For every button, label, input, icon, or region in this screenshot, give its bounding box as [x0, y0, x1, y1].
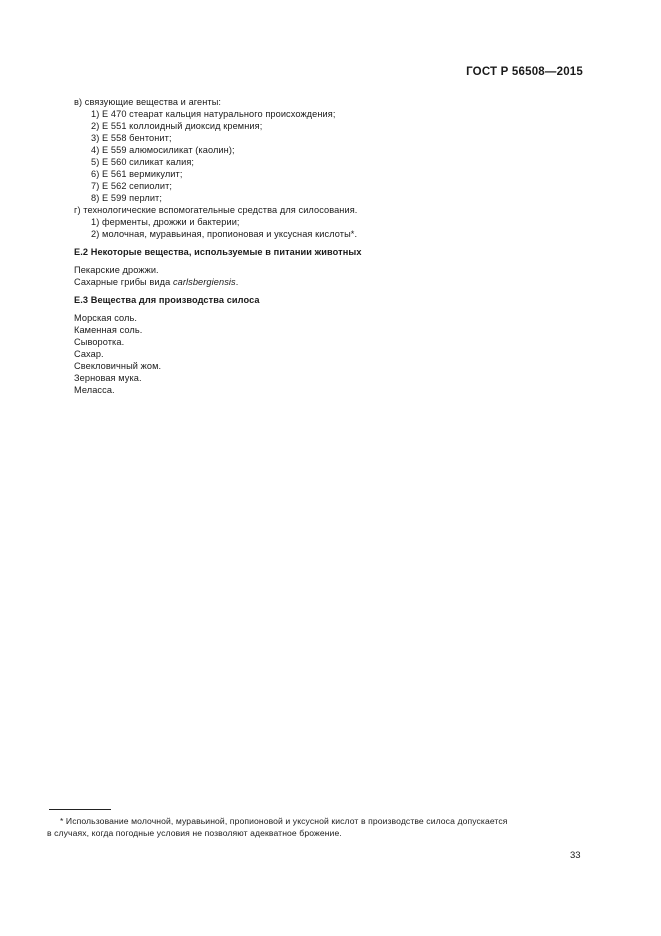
list-item: 4) Е 559 алюмосиликат (каолин); [91, 145, 235, 155]
document-code: ГОСТ Р 56508—2015 [466, 66, 583, 78]
list-heading-g: г) технологические вспомогательные средства для силосования. [74, 205, 358, 215]
footnote-line: в случаях, когда погодные условия не позволяют адекватное брожение. [47, 828, 342, 838]
footnote-line: * Использование молочной, муравьиной, пропионовой и уксусной кислот в производстве силоса допускается [60, 816, 508, 826]
list-item: 5) Е 560 силикат калия; [91, 157, 195, 167]
list-item: 7) Е 562 сепиолит; [91, 181, 173, 191]
list-item: Меласса. [74, 385, 115, 395]
list-heading-v: в) связующие вещества и агенты: [74, 97, 222, 107]
section-heading-e3: Е.3 Вещества для производства силоса [74, 295, 260, 305]
footnote-divider [49, 809, 111, 810]
list-item: Морская соль. [74, 313, 138, 323]
list-item: 2) Е 551 коллоидный диоксид кремния; [91, 121, 263, 131]
list-item: Каменная соль. [74, 325, 143, 335]
list-item: 1) ферменты, дрожжи и бактерии; [91, 217, 240, 227]
list-item: Сыворотка. [74, 337, 125, 347]
list-item: 2) молочная, муравьиная, пропионовая и уксусная кислоты*. [91, 229, 358, 239]
list-item: 1) Е 470 стеарат кальция натурального происхождения; [91, 109, 336, 119]
list-item: 3) Е 558 бентонит; [91, 133, 172, 143]
paragraph-line [74, 276, 238, 288]
list-item: Свекловичный жом. [74, 361, 162, 371]
page-number: 33 [570, 850, 581, 861]
list-item: Зерновая мука. [74, 373, 142, 383]
list-item: 8) Е 599 перлит; [91, 193, 163, 203]
section-heading-e2: Е.2 Некоторые вещества, используемые в питании животных [74, 247, 362, 257]
species-name: carlsbergiensis [172, 277, 236, 287]
text-run: . [235, 277, 239, 287]
list-item: 6) Е 561 вермикулит; [91, 169, 183, 179]
paragraph-line: Пекарские дрожжи. [74, 265, 159, 275]
list-item: Сахар. [74, 349, 104, 359]
text-run: Сахарные грибы вида [74, 277, 173, 287]
